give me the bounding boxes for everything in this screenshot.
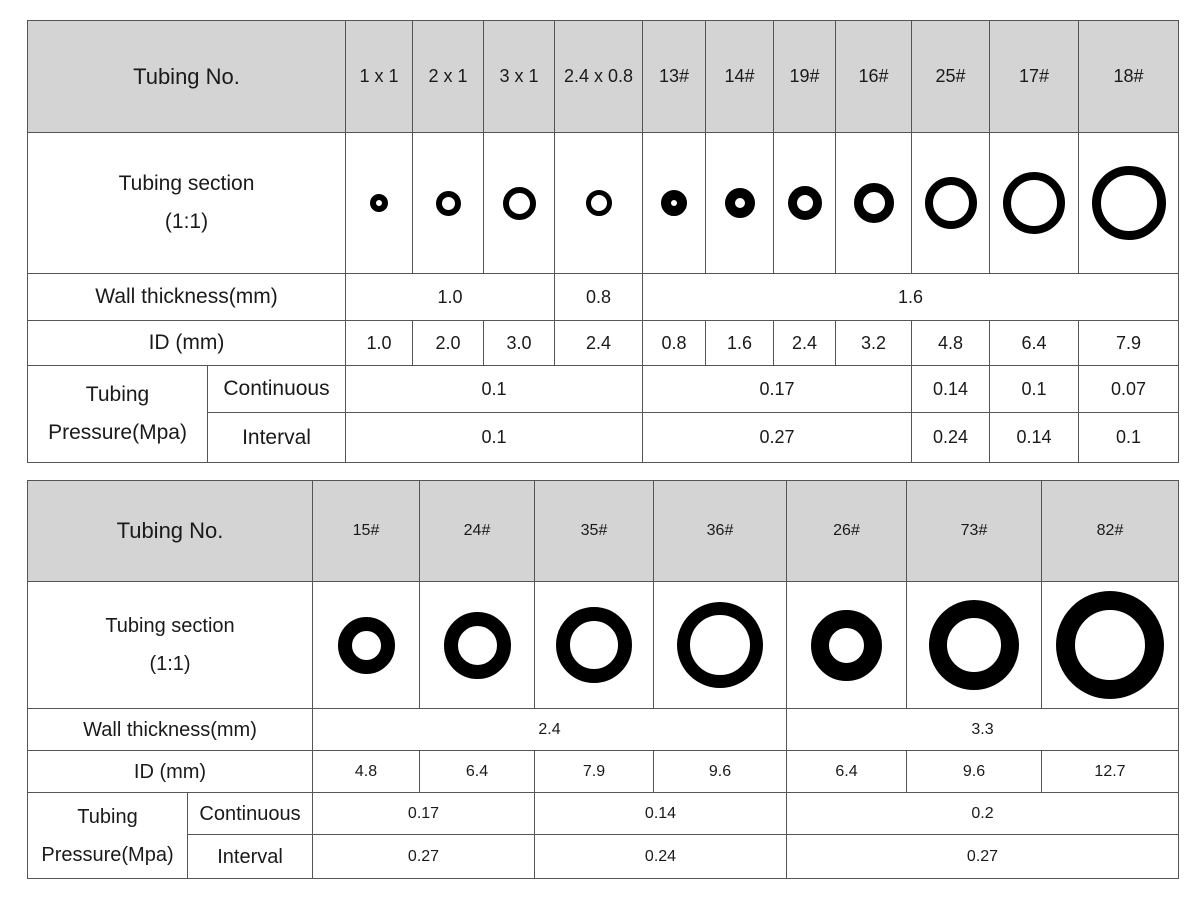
tube-cross-section-icon (444, 612, 511, 679)
tubing-pressure-label (28, 366, 208, 463)
tubing-pressure-line2: Pressure(Mpa) (41, 843, 174, 866)
tubing-no-header: Tubing No. (28, 21, 346, 133)
tubing-no-cell: 35# (535, 481, 654, 582)
tubing-no-cell: 36# (654, 481, 787, 582)
tube-cross-section-icon (788, 186, 822, 220)
id-value: 3.0 (484, 321, 555, 366)
tubing-no-cell: 17# (990, 21, 1079, 133)
section-cell (555, 133, 643, 274)
id-value: 1.0 (346, 321, 413, 366)
tubing-section-scale: (1:1) (164, 210, 209, 233)
wall-thickness-value: 1.0 (346, 274, 555, 321)
continuous-value: 0.17 (643, 366, 912, 413)
id-value: 9.6 (907, 751, 1042, 793)
wall-thickness-label: Wall thickness(mm) (28, 274, 346, 321)
tubing-no-cell: 13# (643, 21, 706, 133)
wall-thickness-value: 1.6 (643, 274, 1179, 321)
continuous-value: 0.14 (535, 793, 787, 835)
tubing-section-label (28, 133, 346, 274)
continuous-label: Continuous (208, 366, 346, 413)
id-label: ID (mm) (28, 321, 346, 366)
tubing-no-cell: 14# (706, 21, 774, 133)
wall-thickness-value: 2.4 (313, 709, 787, 751)
tubing-section-label (28, 582, 313, 709)
id-value: 2.4 (555, 321, 643, 366)
tube-cross-section-icon (854, 183, 894, 223)
section-cell (1079, 133, 1179, 274)
tubing-no-cell: 16# (836, 21, 912, 133)
section-cell (912, 133, 990, 274)
section-cell (535, 582, 654, 709)
tube-cross-section-icon (556, 607, 632, 683)
tubing-spec-table-2 (27, 480, 1179, 879)
section-cell (484, 133, 555, 274)
tubing-no-cell: 25# (912, 21, 990, 133)
id-value: 4.8 (912, 321, 990, 366)
interval-value: 0.1 (346, 413, 643, 463)
tubing-no-header: Tubing No. (28, 481, 313, 582)
tube-cross-section-icon (586, 190, 612, 216)
tubing-pressure-line1: Tubing (77, 805, 138, 828)
id-value: 6.4 (787, 751, 907, 793)
continuous-value: 0.1 (346, 366, 643, 413)
tubing-no-cell: 2 x 1 (413, 21, 484, 133)
id-value: 2.0 (413, 321, 484, 366)
section-cell (836, 133, 912, 274)
wall-thickness-value: 0.8 (555, 274, 643, 321)
section-cell (643, 133, 706, 274)
tubing-section-title: Tubing section (118, 172, 255, 195)
section-cell (420, 582, 535, 709)
interval-label: Interval (188, 835, 313, 879)
section-cell (313, 582, 420, 709)
tube-cross-section-icon (677, 602, 763, 688)
id-value: 12.7 (1042, 751, 1179, 793)
continuous-value: 0.14 (912, 366, 990, 413)
section-cell (1042, 582, 1179, 709)
section-cell (774, 133, 836, 274)
tubing-no-cell: 26# (787, 481, 907, 582)
tube-cross-section-icon (1092, 166, 1166, 240)
tubing-section-scale: (1:1) (149, 653, 191, 675)
id-value: 0.8 (643, 321, 706, 366)
interval-value: 0.27 (643, 413, 912, 463)
tubing-no-cell: 1 x 1 (346, 21, 413, 133)
tube-cross-section-icon (725, 188, 755, 218)
interval-value: 0.27 (787, 835, 1179, 879)
tubing-no-cell: 24# (420, 481, 535, 582)
tubing-pressure-line1: Tubing (85, 383, 150, 406)
section-cell (654, 582, 787, 709)
tubing-no-cell: 19# (774, 21, 836, 133)
continuous-value: 0.2 (787, 793, 1179, 835)
id-value: 2.4 (774, 321, 836, 366)
tubing-no-cell: 18# (1079, 21, 1179, 133)
tube-cross-section-icon (370, 194, 388, 212)
tube-cross-section-icon (503, 187, 536, 220)
id-value: 1.6 (706, 321, 774, 366)
wall-thickness-label: Wall thickness(mm) (28, 709, 313, 751)
interval-label: Interval (208, 413, 346, 463)
interval-value: 0.14 (990, 413, 1079, 463)
tubing-pressure-label (28, 793, 188, 879)
interval-value: 0.27 (313, 835, 535, 879)
id-value: 7.9 (1079, 321, 1179, 366)
tube-cross-section-icon (811, 610, 882, 681)
continuous-value: 0.07 (1079, 366, 1179, 413)
interval-value: 0.24 (912, 413, 990, 463)
section-cell (706, 133, 774, 274)
id-value: 6.4 (420, 751, 535, 793)
tubing-no-cell: 3 x 1 (484, 21, 555, 133)
tubing-section-title: Tubing section (105, 615, 235, 637)
tube-cross-section-icon (436, 191, 461, 216)
tube-cross-section-icon (338, 617, 395, 674)
tubing-no-cell: 2.4 x 0.8 (555, 21, 643, 133)
id-value: 4.8 (313, 751, 420, 793)
wall-thickness-value: 3.3 (787, 709, 1179, 751)
tubing-no-cell: 82# (1042, 481, 1179, 582)
section-cell (990, 133, 1079, 274)
tubing-no-cell: 15# (313, 481, 420, 582)
continuous-value: 0.17 (313, 793, 535, 835)
interval-value: 0.24 (535, 835, 787, 879)
tube-cross-section-icon (1056, 591, 1164, 699)
continuous-value: 0.1 (990, 366, 1079, 413)
id-value: 9.6 (654, 751, 787, 793)
section-cell (787, 582, 907, 709)
id-label: ID (mm) (28, 751, 313, 793)
tube-cross-section-icon (929, 600, 1019, 690)
continuous-label: Continuous (188, 793, 313, 835)
interval-value: 0.1 (1079, 413, 1179, 463)
tube-cross-section-icon (661, 190, 687, 216)
id-value: 3.2 (836, 321, 912, 366)
tube-cross-section-icon (925, 177, 977, 229)
tubing-no-cell: 73# (907, 481, 1042, 582)
tube-cross-section-icon (1003, 172, 1065, 234)
id-value: 7.9 (535, 751, 654, 793)
section-cell (413, 133, 484, 274)
section-cell (346, 133, 413, 274)
section-cell (907, 582, 1042, 709)
id-value: 6.4 (990, 321, 1079, 366)
tubing-pressure-line2: Pressure(Mpa) (48, 421, 187, 444)
tubing-spec-table-1 (27, 20, 1179, 463)
